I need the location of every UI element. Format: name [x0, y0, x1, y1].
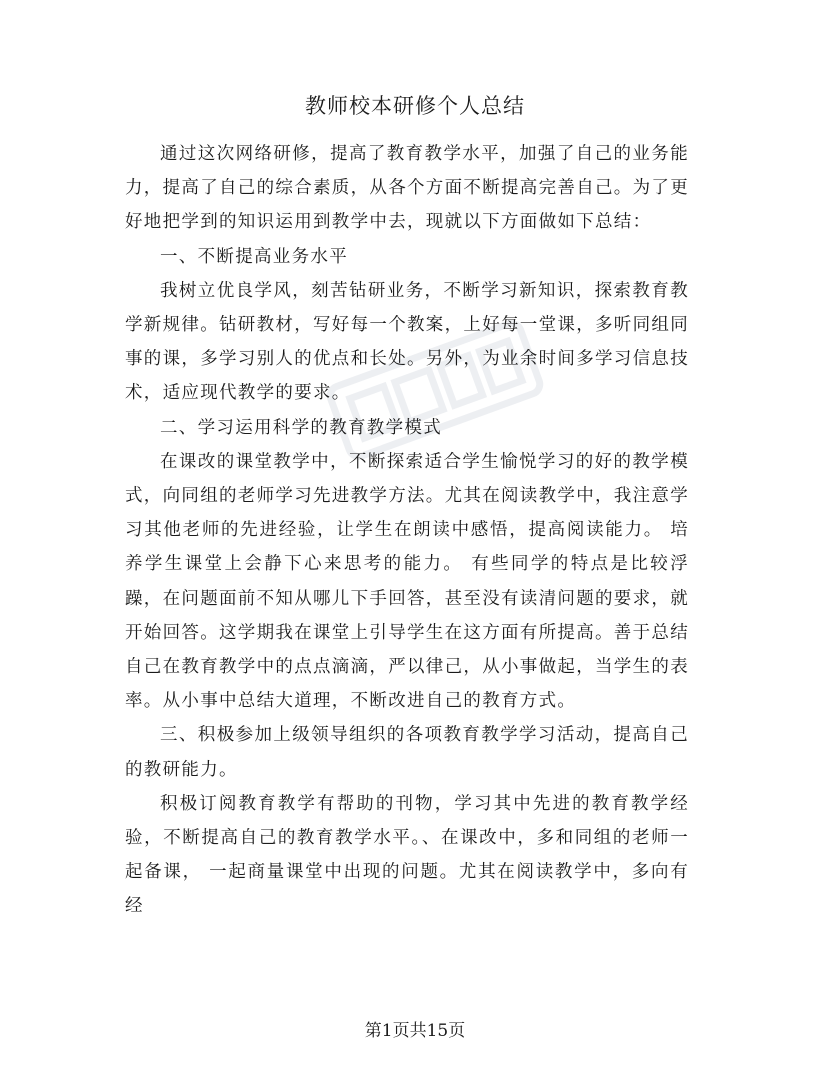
paragraph-section-1: 我树立优良学风，刻苦钻研业务，不断学习新知识，探索教育教学新规律。钻研教材，写好每一个教案，上好每一堂课，多听同组同事的课，多学习别人的优点和长处。另外，为业余时间多学习信息技术，适应现代教学的要求。 [125, 280, 689, 404]
section-heading-2: 二、学习运用科学的教育教学模式 [160, 417, 442, 438]
section-heading-1: 一、不断提高业务水平 [160, 246, 348, 267]
page-number: 第1页共15页 [364, 1021, 466, 1041]
document-body [125, 137, 689, 924]
paragraph-section-2: 在课改的课堂教学中，不断探索适合学生愉悦学习的好的教学模式，向同组的老师学习先进教学方法。尤其在阅读教学中，我注意学习其他老师的先进经验，让学生在朗读中感悟，提高阅读能力。 培养学生课堂上会静下心来思考的能力。 有些同学的特点是比较浮躁，在问题面前不知从哪儿下手回答，甚至没有读清问题的要求，就开始回答。这学期我在课堂上引导学生在这方面有所提高。善于总结自己在教育教学中的点点滴滴，严以律己，从小事做起，当学生的表率。从小事中总结大道理，不断改进自己的教育方式。 [125, 451, 689, 712]
paragraph-intro: 通过这次网络研修，提高了教育教学水平，加强了自己的业务能力，提高了自己的综合素质，从各个方面不断提高完善自己。为了更好地把学到的知识运用到教学中去，现就以下方面做如下总结： [125, 144, 689, 233]
section-heading-3: 三、积极参加上级领导组织的各项教育教学学习活动，提高自己的教研能力。 [125, 725, 689, 780]
paragraph-section-3: 积极订阅教育教学有帮助的刊物，学习其中先进的教育教学经验，不断提高自己的教育教学水平。、在课改中，多和同组的老师一起备课， 一起商量课堂中出现的问题。尤其在阅读教学中，多向有经 [125, 793, 689, 917]
document-title: 教师校本研修个人总结 [305, 94, 525, 118]
